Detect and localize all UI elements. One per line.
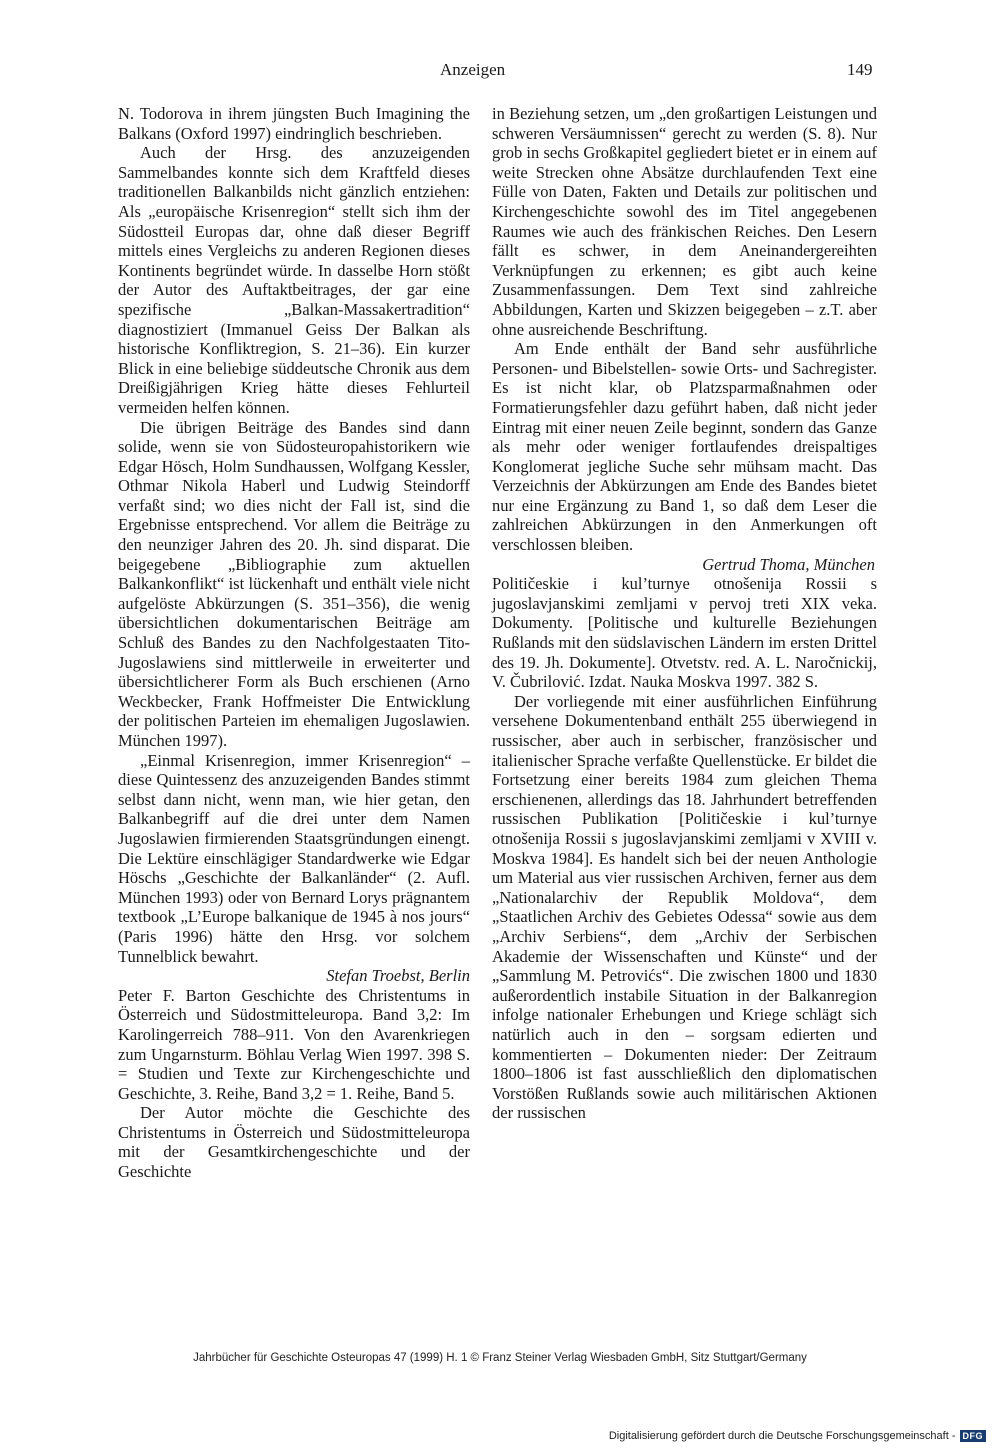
dfg-logo: DFG: [960, 1430, 987, 1442]
paragraph: Am Ende enthält der Band sehr ausführliche Personen- und Bibelstellen- sowie Orts- und Sachregister. Es ist nicht klar, ob Platzsparmaßnahmen oder Formatierungsfehler dazu geführt haben, daß nicht jeder Eintrag mit einer neuen Zeile beginnt, sondern das Ganze als mehr oder weniger fortlaufendes dreispaltiges Konglomerat jegliche Suche sehr mühsam macht. Das Verzeichnis der Abkürzungen am Ende des Bandes bietet nur eine Ergänzung zu Band 1, so daß dem Leser die zahlreichen Abkürzungen in den Anmerkungen oft verschlossen bleiben.: [492, 339, 877, 555]
paragraph: „Einmal Krisenregion, immer Krisenregion“ – diese Quintessenz des anzuzeigenden Bandes stimmt selbst dann nicht, wenn man, wie hier getan, den Balkanbegriff auf die drei unter dem Namen Jugoslawien firmierenden Staatsgründungen einengt. Die Lektüre einschlägiger Standardwerke wie Edgar Höschs „Geschichte der Balkanländer“ (2. Aufl. München 1993) oder von Bernard Lorys prägnantem textbook „L’Europe balkanique de 1945 à nos jours“ (Paris 1996) hätte den Hrsg. vor solchem Tunnelblick bewahrt.: [118, 750, 470, 966]
paragraph: Auch der Hrsg. des anzuzeigenden Sammelbandes konnte sich dem Kraftfeld dieses traditionellen Balkanbilds nicht gänzlich entziehen: Als „europäische Krisenregion“ stellt sich ihm der Südostteil Europas dar, ohne daß dieser Begriff mittels eines Vergleichs zu anderen Regionen dieses Kontinents begründet würde. In dasselbe Horn stößt der Autor des Auftaktbeitrages, der gar eine spezifische „Balkan-Massakertradition“ diagnostiziert (Immanuel Geiss Der Balkan als historische Konfliktregion, S. 21–36). Ein kurzer Blick in eine beliebige süddeutsche Chronik aus dem Dreißigjährigen Krieg hätte dieses Fehlurteil vermeiden helfen können.: [118, 143, 470, 417]
paragraph: Der Autor möchte die Geschichte des Christentums in Österreich und Südostmitteleuropa mit der Gesamtkirchengeschichte und der Geschichte: [118, 1103, 470, 1182]
running-header-title: Anzeigen: [440, 60, 506, 79]
review-signature: Gertrud Thoma, München: [702, 554, 875, 574]
page-number: 149: [847, 60, 873, 79]
review-signature: Stefan Troebst, Berlin: [326, 966, 470, 986]
paragraph: in Beziehung setzen, um „den großartigen Leistungen und schweren Versäumnissen“ gerecht zu werden (S. 8). Nur grob in sechs Großkapitel gegliedert bietet er in einem auf weite Strecken ohne Absätze durchlaufenden Text eine Fülle von Daten, Fakten und Details zur politischen und Kirchengeschichte sowohl des im Titel angegebenen Raumes wie auch des fränkischen Reiches. Den Lesern fällt es schwer, in dem Aneinandergereihten Verknüpfungen zu erkennen; es gibt auch keine Zusammenfassungen. Dem Text sind zahlreiche Abbildungen, Karten und Skizzen beigegeben – z.T. aber ohne ausreichende Beschriftung.: [492, 104, 877, 339]
paragraph: Der vorliegende mit einer ausführlichen Einführung versehene Dokumentenband enthält 255 überwiegend in russischer, aber auch in serbischer, französischer und italienischer Sprache verfaßte Quellenstücke. Er bildet die Fortsetzung einer bereits 1984 zum gleichen Thema erschienenen, allerdings das 18. Jahrhundert betreffenden russischen Publikation [Političeskie i kul’turnye otnošenija Rossii s jugoslavjanskimi zemljami v XVIII v. Moskva 1984]. Es handelt sich bei der neuen Anthologie um Material aus vier russischen Archiven, ferner aus dem „Nationalarchiv der Republik Moldova“, dem „Staatlichen Archiv des Gebietes Odessa“ sowie aus dem „Archiv Serbiens“, dem „Archiv der Serbischen Akademie der Wissenschaften und Künste“ und der „Sammlung M. Petrovićs“. Die zwischen 1800 und 1830 außerordentlich instabile Situation in der Balkanregion infolge nationaler Erhebungen und Kriege schlägt sich natürlich auch in den – sorgsam edierten und kommentierten – Dokumenten nieder: Der Zeitraum 1800–1806 ist fast ausschließlich den diplomatischen Vorstößen Rußlands sowie auch militärischen Aktionen der russischen: [492, 691, 877, 1123]
bibliographic-entry: Peter F. Barton Geschichte des Christentums in Österreich und Südostmitteleuropa. Band 3,2: Im Karolingerreich 788–911. Von den Avarenkriegen zum Ungarnsturm. Böhlau Verlag Wien 1997. 398 S. = Studien und Texte zur Kirchengeschichte und Geschichte, 3. Reihe, Band 3,2 = 1. Reihe, Band 5.: [118, 985, 470, 1103]
bibliographic-entry: Političeskie i kul’turnye otnošenija Rossii s jugoslavjanskimi zemljami v pervoj treti XIX veka. Dokumenty. [Politische und kulturelle Beziehungen Rußlands mit den südslavischen Ländern im ersten Drittel des 19. Jh. Dokumente]. Otvetstv. red. A. L. Naročnickij, V. Čubrilović. Izdat. Nauka Moskva 1997. 382 S.: [492, 574, 877, 692]
right-column: [492, 104, 877, 1123]
left-column: [118, 104, 470, 1182]
paragraph: Die übrigen Beiträge des Bandes sind dann solide, wenn sie von Südosteuropahistorikern wie Edgar Hösch, Holm Sundhaussen, Wolfgang Kessler, Othmar Nikola Haberl und Ludwig Steindorff verfaßt sind; wo dies nicht der Fall ist, sind die Ergebnisse entsprechend. Vor allem die Beiträge zu den neunziger Jahren des 20. Jh. sind disparat. Die beigegebene „Bibliographie zum aktuellen Balkankonflikt“ ist lückenhaft und enthält viele nicht aufgelöste Abkürzungen (S. 351–356), die wenig übersichtlichen dokumentarischen Beiträge am Schluß des Bandes zu den Nachfolgestaaten Tito-Jugoslawiens sind mittlerweile in erweiterter und übersichtlicherer Form als Buch erschienen (Arno Weckbecker, Frank Hoffmeister Die Entwicklung der politischen Parteien im ehemaligen Jugoslawien. München 1997).: [118, 417, 470, 750]
paragraph: N. Todorova in ihrem jüngsten Buch Imagining the Balkans (Oxford 1997) eindringlich beschrieben.: [118, 104, 470, 143]
funding-text: Digitalisierung gefördert durch die Deutsche Forschungsgemeinschaft -: [608, 1430, 956, 1442]
funding-notice: [609, 1430, 986, 1442]
journal-footer: Jahrbücher für Geschichte Osteuropas 47 (1999) H. 1 © Franz Steiner Verlag Wiesbaden GmbH, Sitz Stuttgart/Germany: [193, 1352, 807, 1364]
